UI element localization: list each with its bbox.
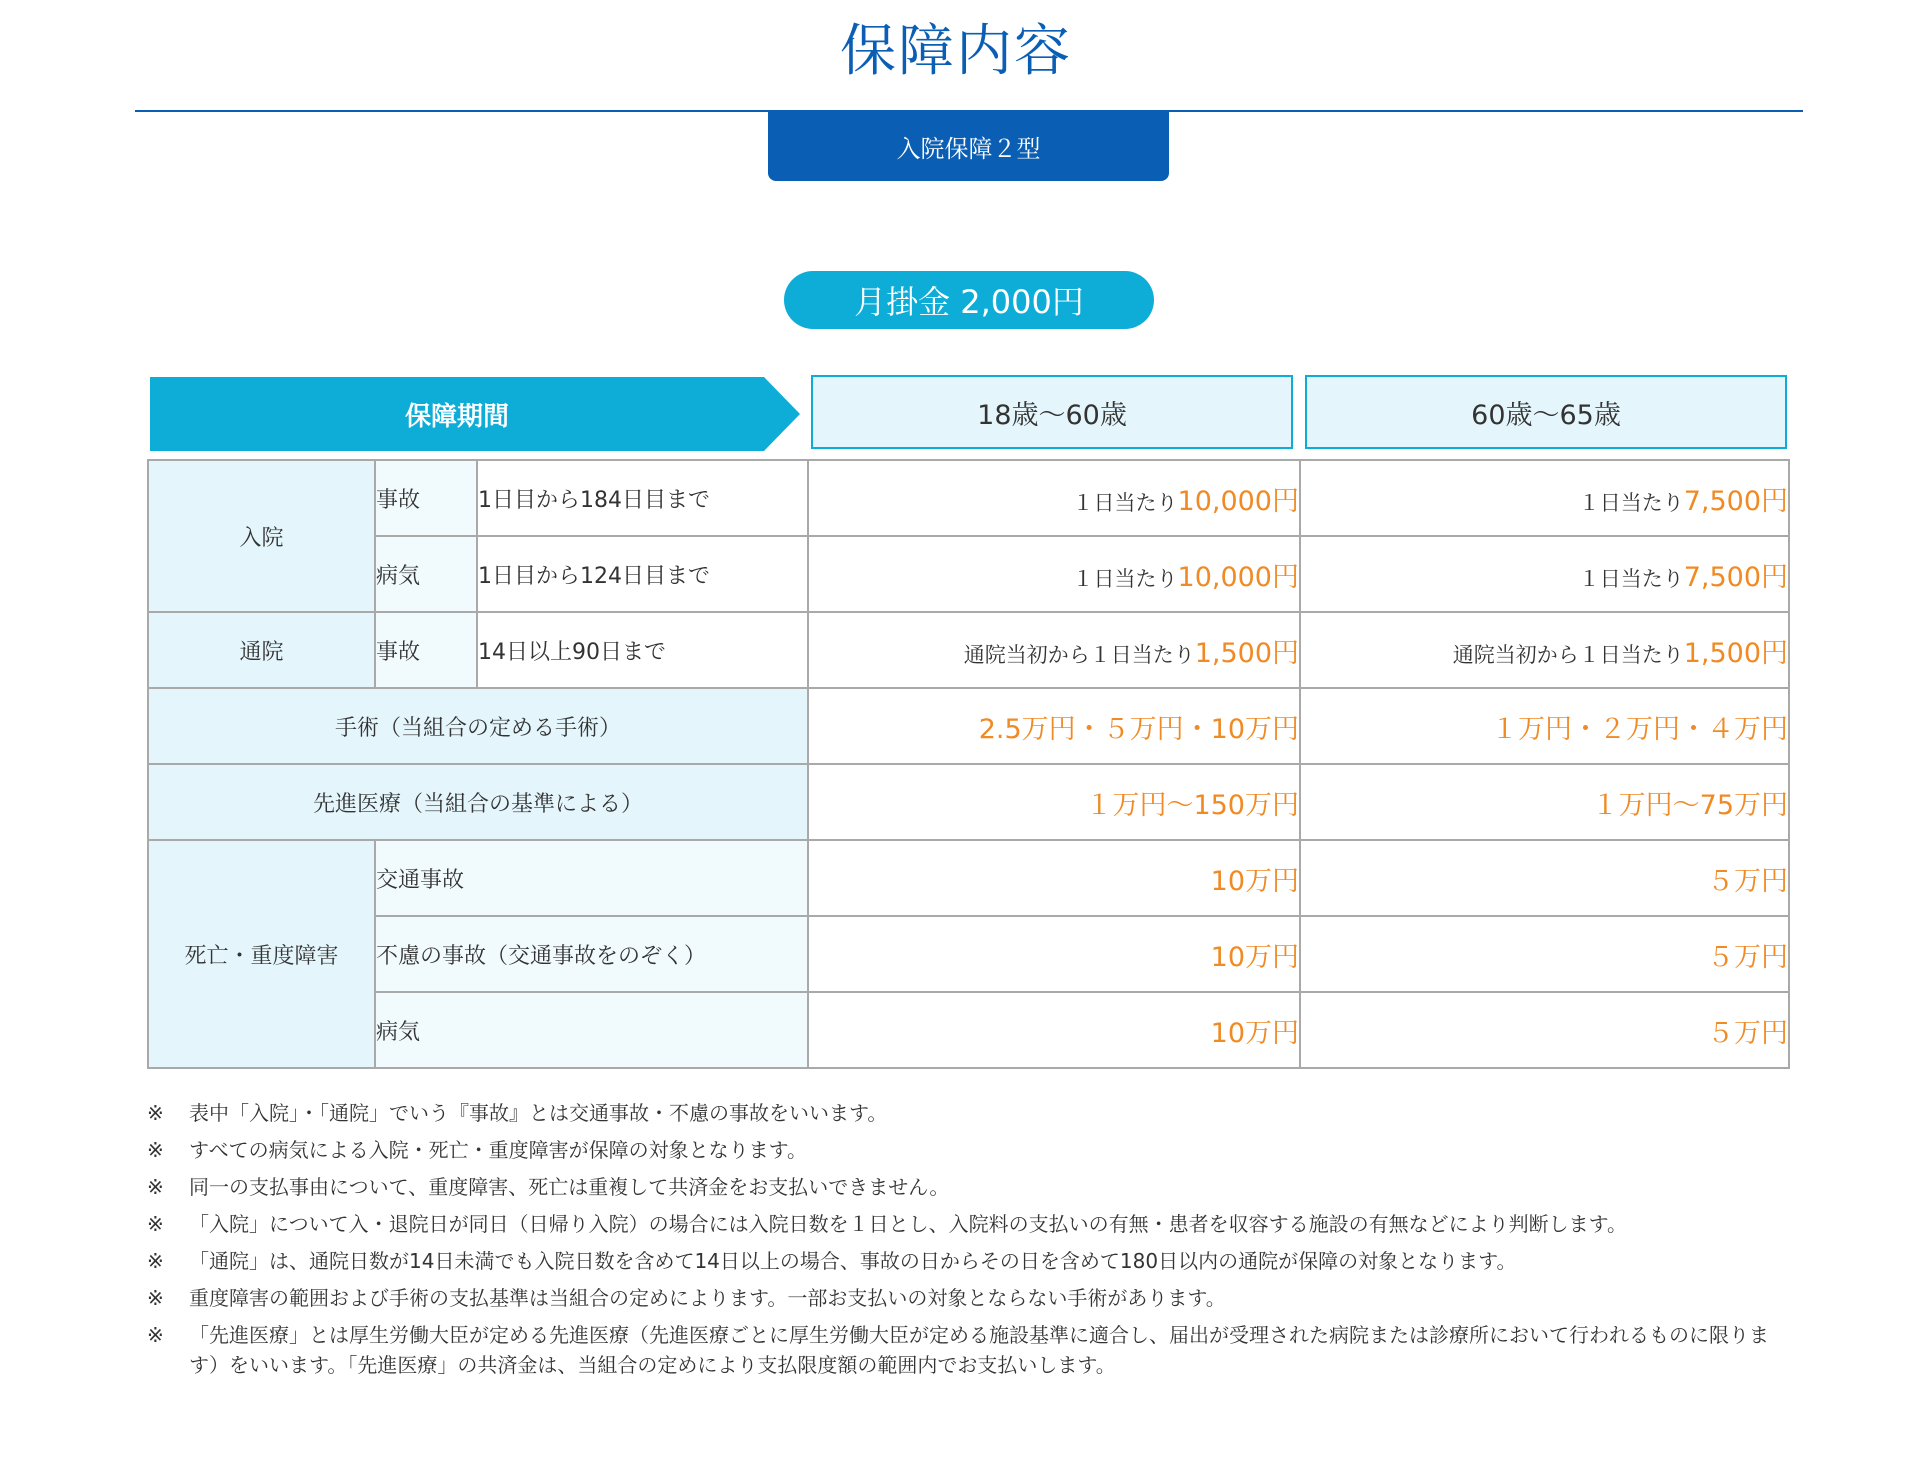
row-label-death-disability: 死亡・重度障害 [148,840,375,1068]
table-row [148,688,1789,764]
footnote-mark: ※ [147,1212,164,1236]
footnote-item [147,1320,1792,1380]
footnote-item [147,1283,1792,1313]
hospital-illness-amount-2: １日当たり7,500円 [1300,536,1789,612]
advanced-amount-2: １万円〜75万円 [1300,764,1789,840]
outpatient-type: 事故 [375,612,477,688]
death-traffic-accident: 交通事故 [375,840,808,916]
row-label-advanced-medical: 先進医療（当組合の基準による） [148,764,808,840]
footnote-mark: ※ [147,1101,164,1125]
coverage-table [147,459,1790,1069]
surgery-amount-2: １万円・２万円・４万円 [1300,688,1789,764]
premium-badge: 月掛金 2,000円 [784,271,1154,329]
outpatient-amount-1: 通院当初から１日当たり1,500円 [808,612,1300,688]
footnote-text: 重度障害の範囲および手術の支払基準は当組合の定めによります。一部お支払いの対象とならない手術があります。 [189,1286,1226,1310]
advanced-amount-1: １万円〜150万円 [808,764,1300,840]
outpatient-period: 14日以上90日まで [477,612,808,688]
hospital-illness-period: 1日目から124日目まで [477,536,808,612]
age-header-60-65: 60歳〜65歳 [1305,375,1787,449]
footnote-text: 「入院」について入・退院日が同日（日帰り入院）の場合には入院日数を１日とし、入院料の支払いの有無・患者を収容する施設の有無などにより判断します。 [189,1212,1627,1236]
table-row [148,992,1789,1068]
death-illness-amount-1: 10万円 [808,992,1300,1068]
plan-tab[interactable]: 入院保障２型 [768,111,1169,181]
death-unforeseen-amount-2: ５万円 [1300,916,1789,992]
coverage-period-label: 保障期間 [404,401,509,432]
table-row [148,612,1789,688]
table-row [148,840,1789,916]
footnote-mark: ※ [147,1249,164,1273]
surgery-amount-1: 2.5万円・５万円・10万円 [808,688,1300,764]
footnote-mark: ※ [147,1175,164,1199]
footnotes [147,1098,1792,1387]
footnote-mark: ※ [147,1138,164,1162]
footnote-text: すべての病気による入院・死亡・重度障害が保障の対象となります。 [189,1138,807,1162]
footnote-item [147,1172,1792,1202]
footnote-item [147,1209,1792,1239]
footnote-text: 同一の支払事由について、重度障害、死亡は重複して共済金をお支払いできません。 [189,1175,950,1199]
footnote-item [147,1135,1792,1165]
row-label-hospital: 入院 [148,460,375,612]
death-unforeseen-accident: 不慮の事故（交通事故をのぞく） [375,916,808,992]
table-row [148,916,1789,992]
footnote-mark: ※ [147,1323,164,1347]
coverage-period-header [150,377,800,451]
hospital-accident-amount-1: １日当たり10,000円 [808,460,1300,536]
hospital-accident-amount-2: １日当たり7,500円 [1300,460,1789,536]
table-row [148,764,1789,840]
footnote-text: 表中「入院」・「通院」でいう『事故』とは交通事故・不慮の事故をいいます。 [189,1101,888,1125]
hospital-illness-amount-1: １日当たり10,000円 [808,536,1300,612]
row-label-surgery: 手術（当組合の定める手術） [148,688,808,764]
table-row [148,536,1789,612]
table-row [148,460,1789,536]
page-title: 保障内容 [840,19,1072,84]
footnote-item [147,1246,1792,1276]
death-unforeseen-amount-1: 10万円 [808,916,1300,992]
row-label-outpatient: 通院 [148,612,375,688]
footnote-mark: ※ [147,1286,164,1310]
footnote-text: 「先進医療」とは厚生労働大臣が定める先進医療（先進医療ごとに厚生労働大臣が定める施設基準に適合し、届出が受理された病院または診療所において行われるものに限ります）をいいます。「先進医療」の共済金は、当組合の定めにより支払限度額の範囲内でお支払いします。 [189,1323,1769,1377]
outpatient-amount-2: 通院当初から１日当たり1,500円 [1300,612,1789,688]
death-illness: 病気 [375,992,808,1068]
footnote-text: 「通院」は、通院日数が14日未満でも入院日数を含めて14日以上の場合、事故の日からその日を含めて180日以内の通院が保障の対象となります。 [189,1249,1517,1273]
hospital-accident-period: 1日目から184日目まで [477,460,808,536]
death-illness-amount-2: ５万円 [1300,992,1789,1068]
age-header-18-60: 18歳〜60歳 [811,375,1293,449]
death-traffic-amount-1: 10万円 [808,840,1300,916]
hospital-accident-type: 事故 [375,460,477,536]
death-traffic-amount-2: ５万円 [1300,840,1789,916]
footnote-item [147,1098,1792,1128]
hospital-illness-type: 病気 [375,536,477,612]
